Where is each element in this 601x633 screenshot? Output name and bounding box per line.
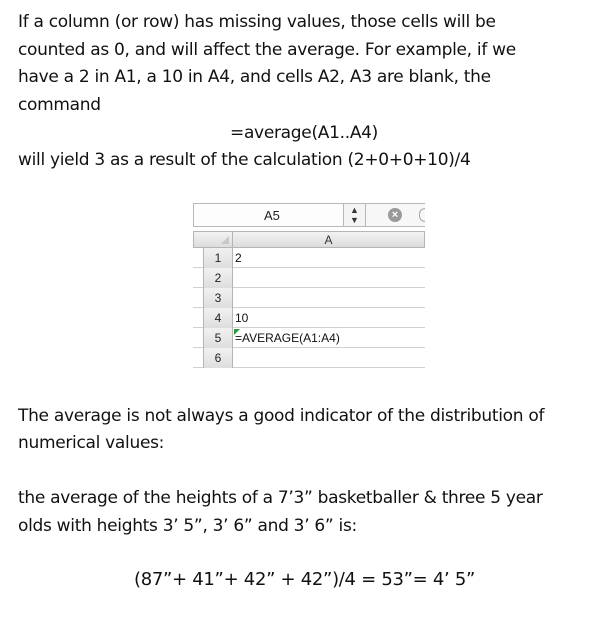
intro-line-1: If a column (or row) has missing values, those cells will be xyxy=(18,12,496,32)
column-header-a[interactable]: A xyxy=(233,231,425,248)
intro-line-4: command xyxy=(18,95,101,115)
cancel-icon[interactable]: × xyxy=(388,208,402,222)
table-row xyxy=(193,268,425,288)
intro-line-2: counted as 0, and will affect the average. For example, if we xyxy=(18,40,516,60)
table-row xyxy=(193,288,425,308)
name-box[interactable] xyxy=(193,203,366,227)
formula-bar-edge xyxy=(419,208,425,222)
name-box-stepper-icon[interactable]: ▲ ▼ xyxy=(343,203,366,227)
row-number[interactable]: 5 xyxy=(214,331,222,345)
height-equation: (87”+ 41”+ 42” + 42”)/4 = 53”= 4’ 5” xyxy=(134,569,476,590)
intro-line-3: have a 2 in A1, a 10 in A4, and cells A2, A3 are blank, the xyxy=(18,67,491,87)
row-number[interactable]: 1 xyxy=(214,251,222,265)
row-number[interactable]: 3 xyxy=(214,291,222,305)
intro-result: will yield 3 as a result of the calculation (2+0+0+10)/4 xyxy=(18,150,471,170)
note-line-2: numerical values: xyxy=(18,433,165,453)
note-line-1: The average is not always a good indicator of the distribution of xyxy=(18,406,545,426)
table-row xyxy=(193,248,425,268)
table-row xyxy=(193,348,425,368)
cell-a1[interactable]: 2 xyxy=(235,251,242,265)
spreadsheet-screenshot xyxy=(193,203,425,371)
table-row xyxy=(193,308,425,328)
cell-a4[interactable]: 10 xyxy=(235,311,249,325)
select-all-corner[interactable] xyxy=(193,231,233,248)
row-number[interactable]: 4 xyxy=(214,311,222,325)
sheet-grid xyxy=(193,231,425,368)
average-formula: =average(A1..A4) xyxy=(230,123,379,143)
name-box-value: A5 xyxy=(264,208,280,223)
cell-a5[interactable]: =AVERAGE(A1:A4) xyxy=(235,331,340,345)
example-line-1: the average of the heights of a 7’3” basketballer & three 5 year xyxy=(18,488,543,508)
header-row xyxy=(193,231,425,248)
row-number[interactable]: 2 xyxy=(214,271,222,285)
example-line-2: olds with heights 3’ 5”, 3’ 6” and 3’ 6” is: xyxy=(18,516,357,536)
table-row xyxy=(193,328,425,348)
row-number[interactable]: 6 xyxy=(214,351,222,365)
